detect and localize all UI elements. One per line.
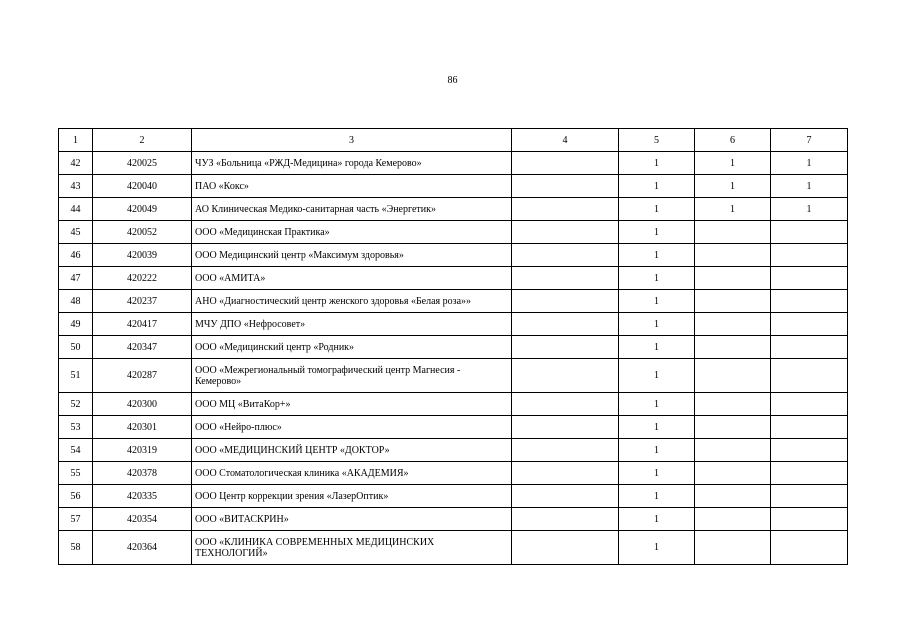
- table-body: [59, 152, 848, 565]
- column-5-cell: 1: [619, 416, 695, 439]
- organization-name-cell: ООО «Нейро-плюс»: [192, 416, 512, 439]
- organization-name-cell: ООО «Медицинская Практика»: [192, 221, 512, 244]
- column-6-cell: [695, 313, 771, 336]
- header-cell-4: 4: [512, 129, 619, 152]
- column-5-cell: 1: [619, 290, 695, 313]
- column-6-cell: 1: [695, 152, 771, 175]
- column-7-cell: [771, 313, 848, 336]
- table-row: [59, 531, 848, 565]
- table-row: [59, 267, 848, 290]
- column-4-cell: [512, 439, 619, 462]
- code-cell: 420040: [93, 175, 192, 198]
- table-row: [59, 359, 848, 393]
- row-number-cell: 52: [59, 393, 93, 416]
- column-7-cell: 1: [771, 175, 848, 198]
- row-number-cell: 58: [59, 531, 93, 565]
- column-7-cell: [771, 462, 848, 485]
- column-4-cell: [512, 244, 619, 267]
- column-5-cell: 1: [619, 175, 695, 198]
- column-4-cell: [512, 508, 619, 531]
- organization-name-cell: ООО Стоматологическая клиника «АКАДЕМИЯ»: [192, 462, 512, 485]
- column-7-cell: [771, 359, 848, 393]
- column-4-cell: [512, 221, 619, 244]
- organization-name-cell: ООО «Медицинский центр «Родник»: [192, 336, 512, 359]
- table-row: [59, 416, 848, 439]
- code-cell: 420354: [93, 508, 192, 531]
- column-6-cell: [695, 393, 771, 416]
- row-number-cell: 48: [59, 290, 93, 313]
- column-4-cell: [512, 485, 619, 508]
- column-5-cell: 1: [619, 336, 695, 359]
- column-6-cell: 1: [695, 175, 771, 198]
- code-cell: 420222: [93, 267, 192, 290]
- row-number-cell: 55: [59, 462, 93, 485]
- header-cell-2: 2: [93, 129, 192, 152]
- column-6-cell: [695, 439, 771, 462]
- code-cell: 420378: [93, 462, 192, 485]
- table-row: [59, 175, 848, 198]
- header-cell-1: 1: [59, 129, 93, 152]
- organization-name-cell: ООО «КЛИНИКА СОВРЕМЕННЫХ МЕДИЦИНСКИХ ТЕХНОЛОГИЙ»: [192, 531, 512, 565]
- header-cell-5: 5: [619, 129, 695, 152]
- table-row: [59, 198, 848, 221]
- column-5-cell: 1: [619, 508, 695, 531]
- column-5-cell: 1: [619, 313, 695, 336]
- column-7-cell: [771, 393, 848, 416]
- column-4-cell: [512, 267, 619, 290]
- page-number: 86: [447, 75, 458, 86]
- column-7-cell: [771, 508, 848, 531]
- column-5-cell: 1: [619, 462, 695, 485]
- column-6-cell: [695, 267, 771, 290]
- column-7-cell: 1: [771, 198, 848, 221]
- table-row: [59, 221, 848, 244]
- table-row: [59, 462, 848, 485]
- column-4-cell: [512, 152, 619, 175]
- row-number-cell: 45: [59, 221, 93, 244]
- row-number-cell: 57: [59, 508, 93, 531]
- column-7-cell: [771, 221, 848, 244]
- column-4-cell: [512, 313, 619, 336]
- code-cell: 420301: [93, 416, 192, 439]
- header-cell-7: 7: [771, 129, 848, 152]
- organization-name-cell: АО Клиническая Медико-санитарная часть «Энергетик»: [192, 198, 512, 221]
- table-row: [59, 152, 848, 175]
- row-number-cell: 53: [59, 416, 93, 439]
- code-cell: 420300: [93, 393, 192, 416]
- column-7-cell: [771, 531, 848, 565]
- code-cell: 420039: [93, 244, 192, 267]
- column-4-cell: [512, 290, 619, 313]
- table-row: [59, 439, 848, 462]
- column-7-cell: [771, 290, 848, 313]
- column-4-cell: [512, 416, 619, 439]
- table-row: [59, 313, 848, 336]
- code-cell: 420049: [93, 198, 192, 221]
- organization-name-cell: ООО «Межрегиональный томографический центр Магнесия - Кемерово»: [192, 359, 512, 393]
- column-5-cell: 1: [619, 359, 695, 393]
- organization-name-cell: ЧУЗ «Больница «РЖД-Медицина» города Кемерово»: [192, 152, 512, 175]
- table-row: [59, 336, 848, 359]
- column-6-cell: [695, 508, 771, 531]
- row-number-cell: 51: [59, 359, 93, 393]
- row-number-cell: 49: [59, 313, 93, 336]
- column-4-cell: [512, 198, 619, 221]
- column-5-cell: 1: [619, 198, 695, 221]
- column-5-cell: 1: [619, 244, 695, 267]
- row-number-cell: 56: [59, 485, 93, 508]
- row-number-cell: 44: [59, 198, 93, 221]
- table-row: [59, 485, 848, 508]
- column-6-cell: 1: [695, 198, 771, 221]
- column-4-cell: [512, 393, 619, 416]
- column-5-cell: 1: [619, 393, 695, 416]
- column-7-cell: [771, 267, 848, 290]
- column-4-cell: [512, 175, 619, 198]
- code-cell: 420025: [93, 152, 192, 175]
- organization-name-cell: ООО «МЕДИЦИНСКИЙ ЦЕНТР «ДОКТОР»: [192, 439, 512, 462]
- column-4-cell: [512, 531, 619, 565]
- column-6-cell: [695, 290, 771, 313]
- organization-name-cell: АНО «Диагностический центр женского здоровья «Белая роза»»: [192, 290, 512, 313]
- column-5-cell: 1: [619, 485, 695, 508]
- column-7-cell: [771, 439, 848, 462]
- column-4-cell: [512, 336, 619, 359]
- code-cell: 420052: [93, 221, 192, 244]
- column-7-cell: [771, 336, 848, 359]
- column-5-cell: 1: [619, 531, 695, 565]
- row-number-cell: 43: [59, 175, 93, 198]
- organization-name-cell: ООО Медицинский центр «Максимум здоровья»: [192, 244, 512, 267]
- column-4-cell: [512, 462, 619, 485]
- column-7-cell: [771, 485, 848, 508]
- row-number-cell: 42: [59, 152, 93, 175]
- table-row: [59, 393, 848, 416]
- organization-name-cell: ПАО «Кокс»: [192, 175, 512, 198]
- table-row: [59, 508, 848, 531]
- column-5-cell: 1: [619, 152, 695, 175]
- header-cell-3: 3: [192, 129, 512, 152]
- column-6-cell: [695, 416, 771, 439]
- organization-name-cell: ООО Центр коррекции зрения «ЛазерОптик»: [192, 485, 512, 508]
- table-row: [59, 244, 848, 267]
- column-4-cell: [512, 359, 619, 393]
- code-cell: 420237: [93, 290, 192, 313]
- column-7-cell: [771, 416, 848, 439]
- table-row: [59, 290, 848, 313]
- column-6-cell: [695, 244, 771, 267]
- row-number-cell: 47: [59, 267, 93, 290]
- code-cell: 420335: [93, 485, 192, 508]
- column-5-cell: 1: [619, 221, 695, 244]
- column-6-cell: [695, 359, 771, 393]
- code-cell: 420347: [93, 336, 192, 359]
- code-cell: 420319: [93, 439, 192, 462]
- header-cell-6: 6: [695, 129, 771, 152]
- column-6-cell: [695, 531, 771, 565]
- data-table: [58, 128, 848, 565]
- row-number-cell: 50: [59, 336, 93, 359]
- organization-name-cell: ООО МЦ «ВитаКор+»: [192, 393, 512, 416]
- column-6-cell: [695, 485, 771, 508]
- column-6-cell: [695, 462, 771, 485]
- code-cell: 420417: [93, 313, 192, 336]
- organization-name-cell: ООО «АМИТА»: [192, 267, 512, 290]
- column-6-cell: [695, 336, 771, 359]
- organization-name-cell: ООО «ВИТАСКРИН»: [192, 508, 512, 531]
- column-5-cell: 1: [619, 439, 695, 462]
- row-number-cell: 46: [59, 244, 93, 267]
- column-7-cell: [771, 244, 848, 267]
- column-7-cell: 1: [771, 152, 848, 175]
- header-row: [59, 129, 848, 152]
- code-cell: 420287: [93, 359, 192, 393]
- code-cell: 420364: [93, 531, 192, 565]
- row-number-cell: 54: [59, 439, 93, 462]
- column-6-cell: [695, 221, 771, 244]
- organization-name-cell: МЧУ ДПО «Нефросовет»: [192, 313, 512, 336]
- column-5-cell: 1: [619, 267, 695, 290]
